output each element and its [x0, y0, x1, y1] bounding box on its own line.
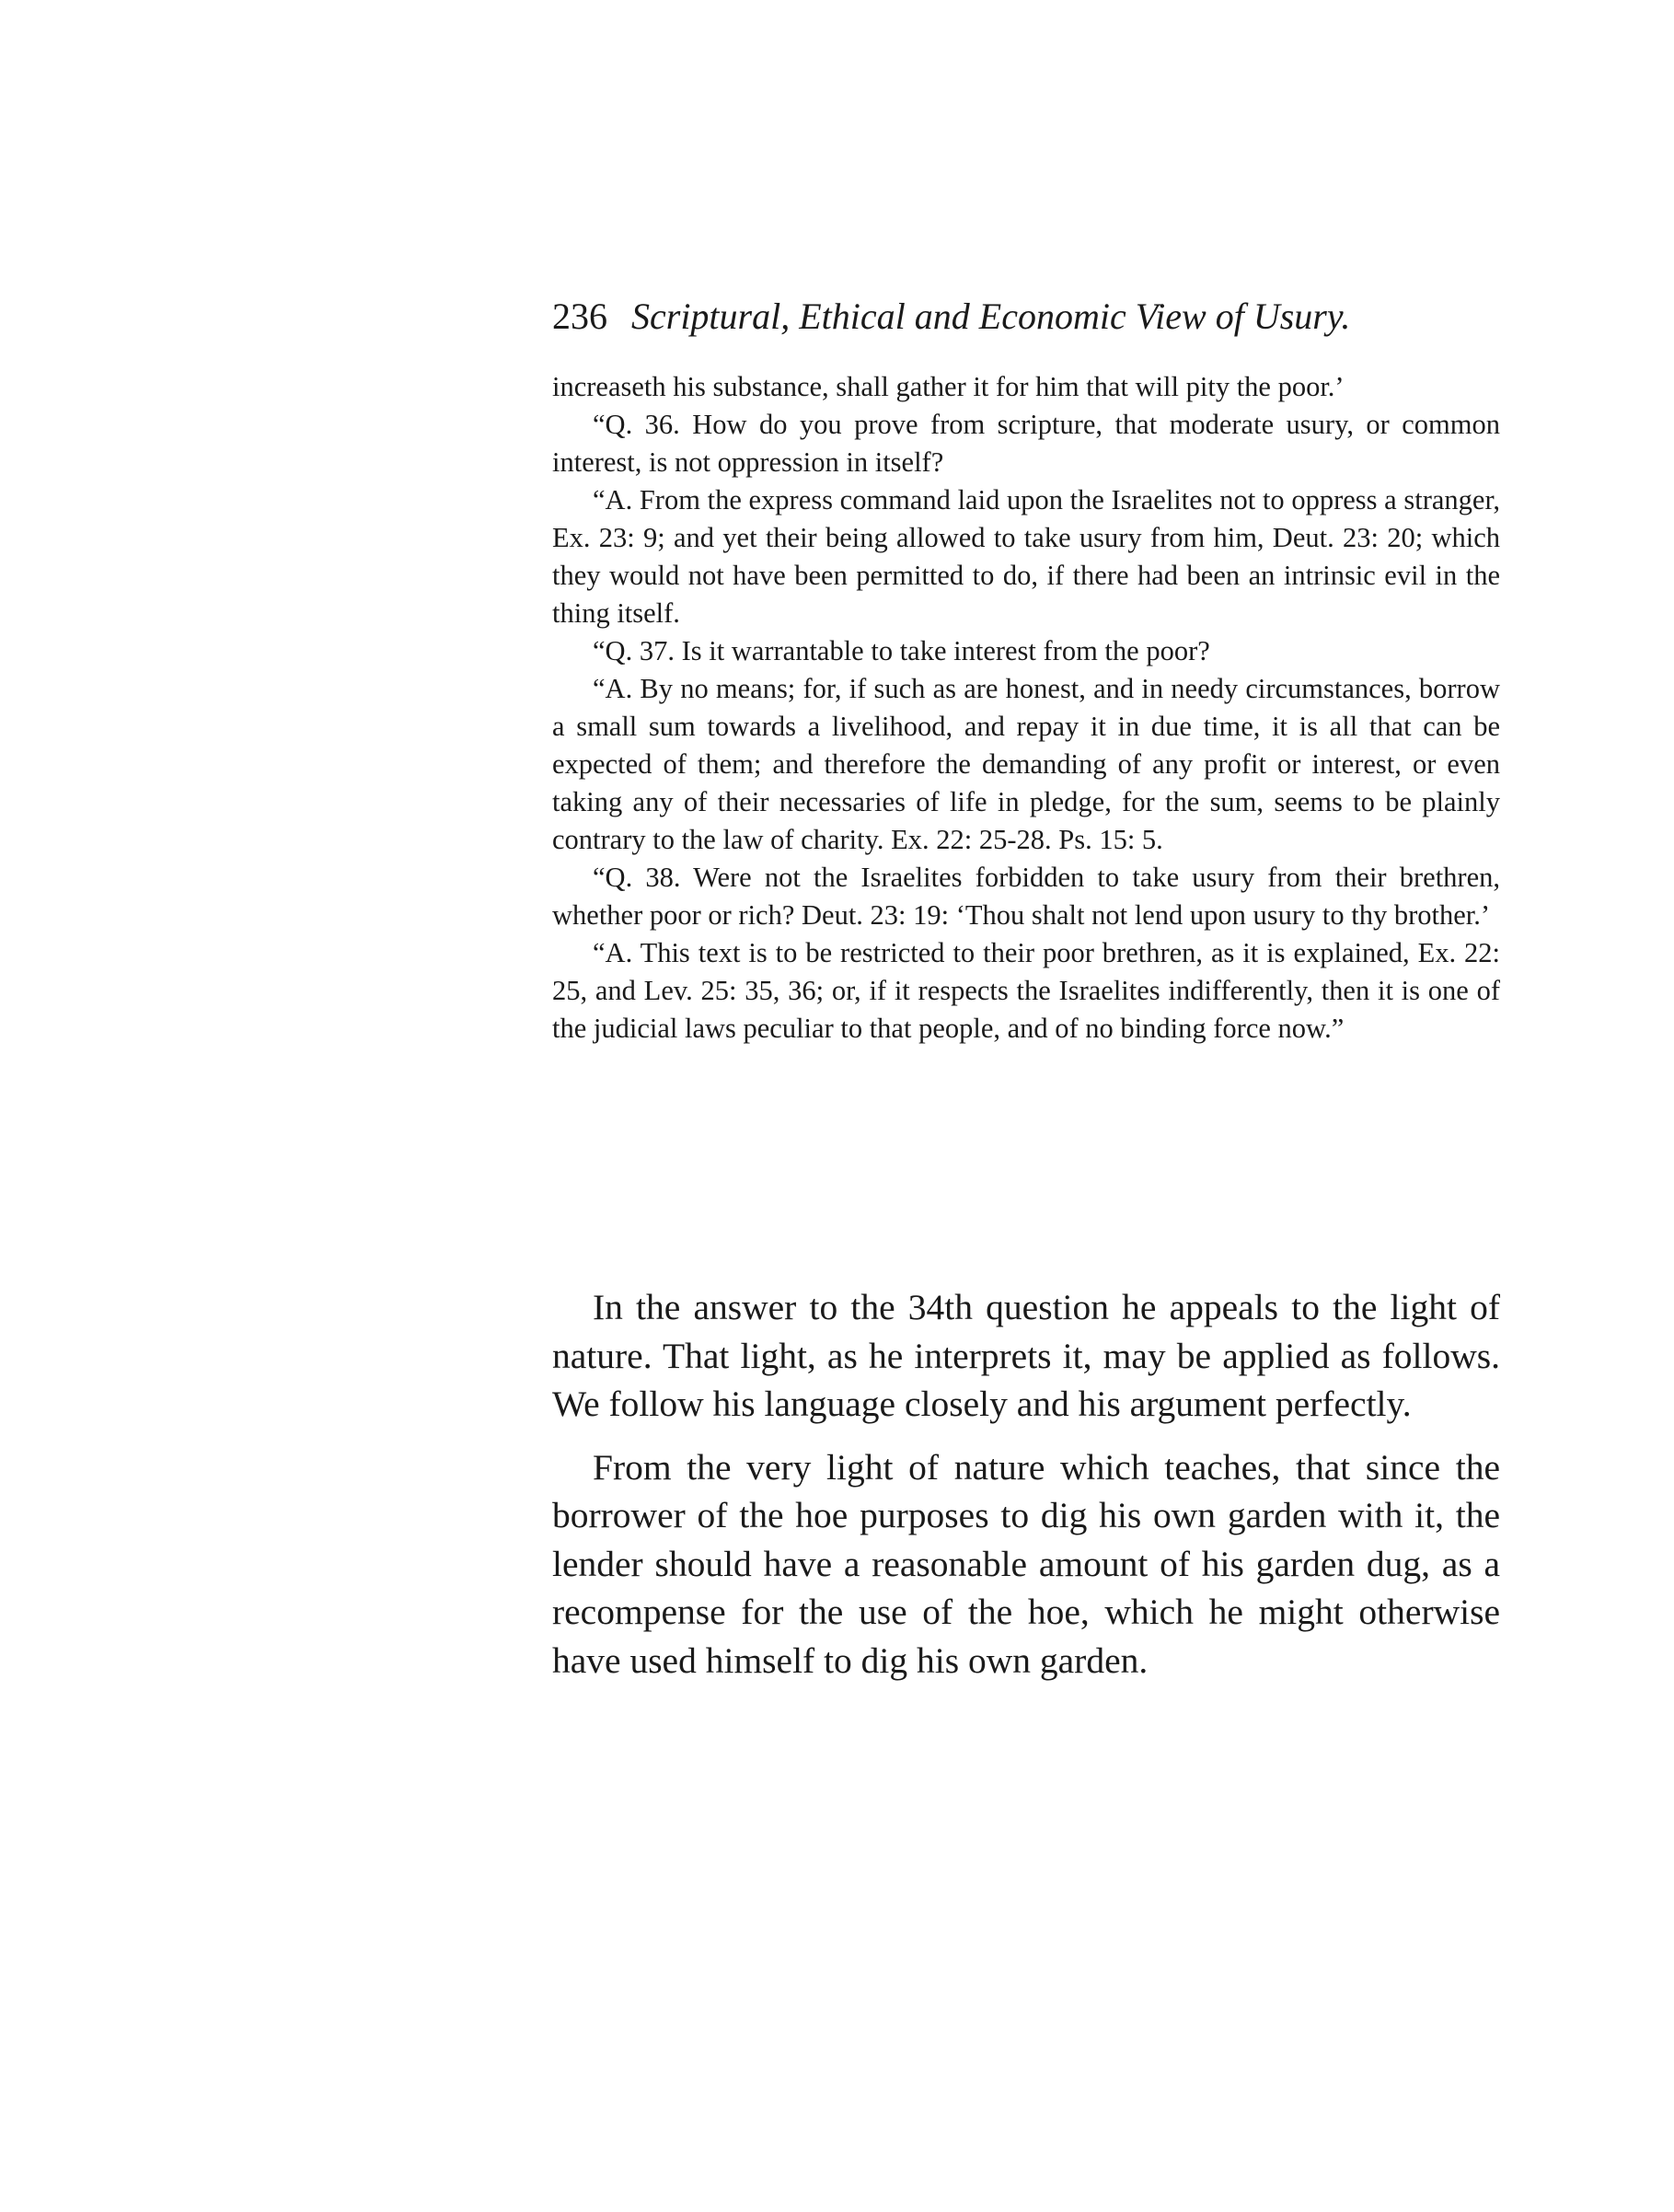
- quote-paragraph: increaseth his substance, shall gather it for him that will pity the poor.’: [552, 371, 1345, 402]
- quote-paragraph: “A. This text is to be restricted to their poor brethren, as it is explained, Ex. 22: 25, and Lev. 25: 35, 36; or, if it respects the Israelites indifferently, then it is one of the judicial laws peculiar to that people, and of no binding force now.”: [552, 937, 1500, 1044]
- quote-paragraph: “A. By no means; for, if such as are honest, and in needy circumstances, borrow a small sum towards a livelihood, and repay it in due time, it is all that can be expected of them; and therefore the demanding of any profit or interest, or even taking any of their necessaries of life in pledge, for the sum, seems to be plainly contrary to the law of charity. Ex. 22: 25-28. Ps. 15: 5.: [552, 673, 1500, 855]
- page-number: 236: [552, 295, 607, 337]
- running-title: Scriptural, Ethical and Economic View of Usury.: [631, 295, 1351, 337]
- quoted-catechism: [552, 368, 1500, 1048]
- quote-paragraph: “Q. 38. Were not the Israelites forbidden to take usury from their brethren, whether poor or rich? Deut. 23: 19: ‘Thou shalt not lend upon usury to thy brother.’: [552, 862, 1500, 931]
- quote-paragraph: “Q. 37. Is it warrantable to take interest from the poor?: [593, 635, 1210, 666]
- page-header: [552, 293, 1500, 341]
- quote-paragraph: “A. From the express command laid upon the Israelites not to oppress a stranger, Ex. 23: 9; and yet their being allowed to take usury from him, Deut. 23: 20; which they would not have been permitted to do, if there had been an intrinsic evil in the thing itself.: [552, 484, 1500, 629]
- quote-paragraph: “Q. 36. How do you prove from scripture, that moderate usury, or common interest, is not oppression in itself?: [552, 409, 1500, 478]
- body-text: [552, 1283, 1500, 1699]
- body-paragraph: In the answer to the 34th question he appeals to the light of nature. That light, as he interprets it, may be applied as follows. We follow his language closely and his argument perfectly.: [552, 1287, 1500, 1424]
- body-paragraph: From the very light of nature which teaches, that since the borrower of the hoe purposes to dig his own garden with it, the lender should have a reasonable amount of his garden dug, as a recompense for the use of the hoe, which he might otherwise have used himself to dig his own garden.: [552, 1446, 1500, 1681]
